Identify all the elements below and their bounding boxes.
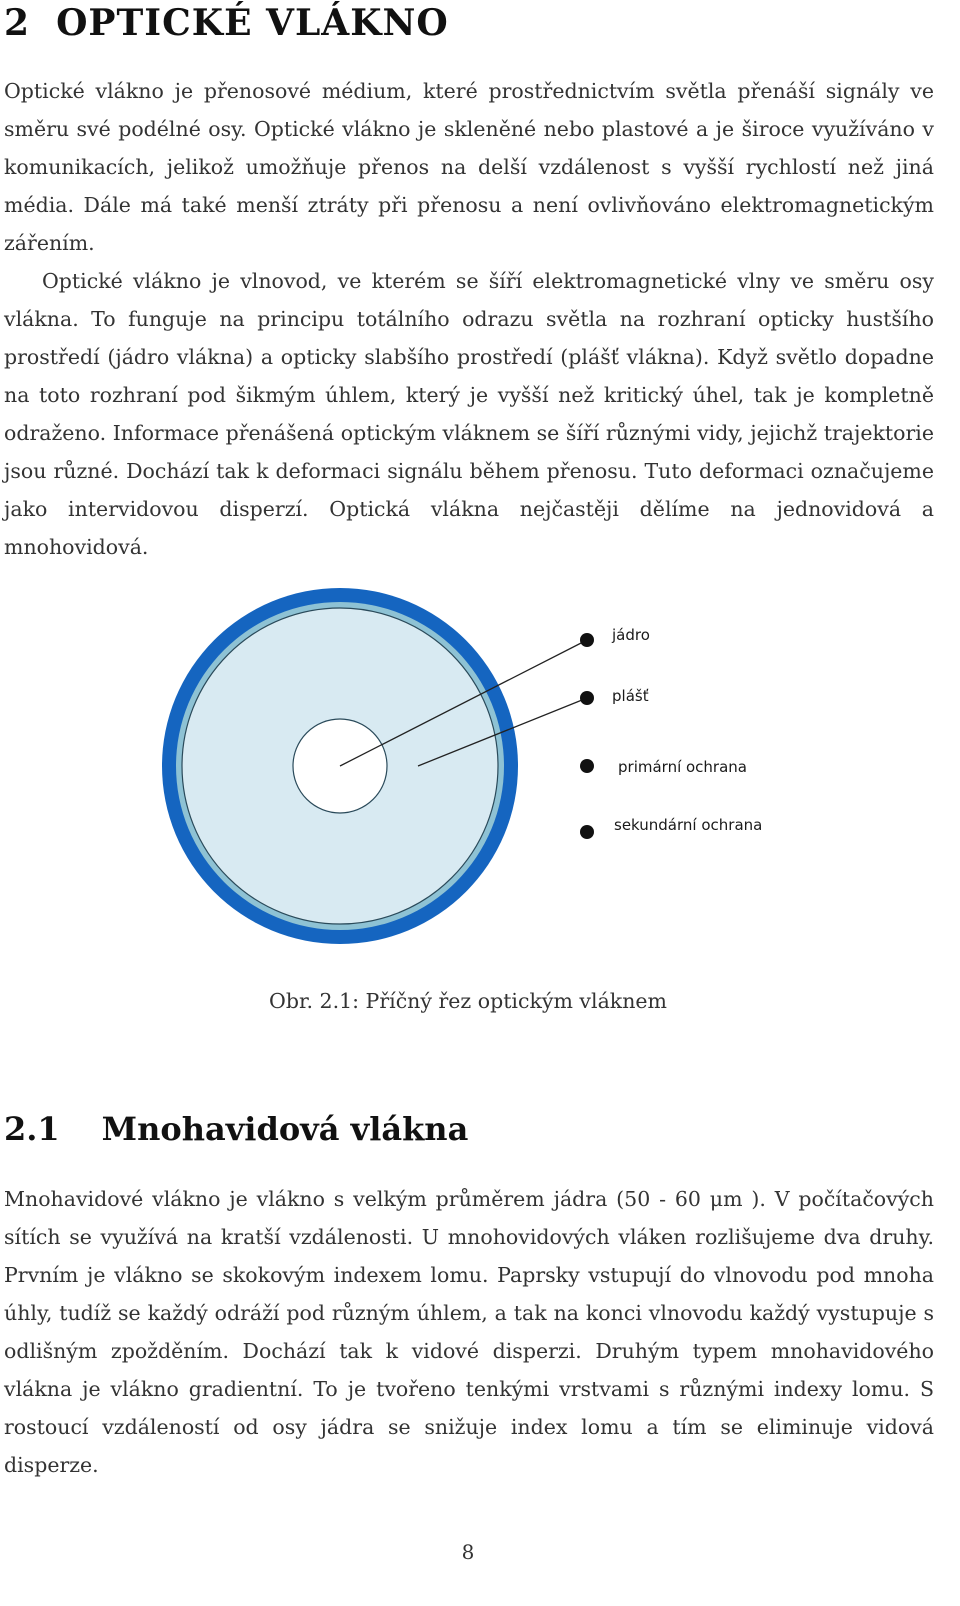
chapter-heading [4, 0, 449, 46]
chapter-title: OPTICKÉ VLÁKNO [56, 2, 449, 44]
section-title: Mnohavidová vlákna [101, 1110, 469, 1148]
secondary-protection-label: sekundární ochrana [614, 816, 763, 834]
fiber-diagram [160, 580, 800, 960]
core-label: jádro [612, 626, 650, 644]
cladding-label: plášť [612, 687, 649, 705]
cladding-label-dot [580, 691, 594, 705]
primary-protection-label: primární ochrana [618, 758, 747, 776]
intro-paragraph: Optické vlákno je přenosové médium, které prostřednictvím světla přenáší signály ve směru své podélné osy. Optické vlákno je skleněné nebo plastové a je široce využíváno v komunikacích, jelikož umožňuje přenos na delší vzdálenost s vyšší rychlostí než jiná média. Dále má také menší ztráty při přenosu a není ovlivňováno elektromagnetickým zářením. [4, 79, 934, 255]
chapter-number: 2 [4, 2, 31, 44]
section-number: 2.1 [4, 1110, 60, 1148]
page-number: 8 [461, 1540, 475, 1564]
multimode-paragraph: Mnohavidové vlákno je vlákno s velkým průměrem jádra (50 - 60 μm ). V počítačových sítích se využívá na kratší vzdálenosti. U mnohovidových vláken rozlišujeme dva druhy. Prvním je vlákno se skokovým indexem lomu. Paprsky vstupují do vlnovodu pod mnoha úhly, tudíž se každý odráží pod různým úhlem, a tak na konci vlnovodu každý vystupuje s odlišným zpožděním. Dochází tak k vidové disperzi. Druhým typem mnohavidového vlákna je vlákno gradientní. To je tvořeno tenkými vrstvami s různými indexy lomu. S rostoucí vzdáleností od osy jádra se snižuje index lomu a tím se eliminuje vidová disperze. [4, 1187, 934, 1477]
section-heading [4, 1106, 468, 1152]
primary-label-dot [580, 759, 594, 773]
fiber-cross-section-figure [160, 580, 800, 960]
secondary-label-dot [580, 825, 594, 839]
figure-caption: Obr. 2.1: Příčný řez optickým vláknem [269, 989, 667, 1013]
core-label-dot [580, 633, 594, 647]
waveguide-paragraph: Optické vlákno je vlnovod, ve kterém se šíří elektromagnetické vlny ve směru osy vlákna. To funguje na principu totálního odrazu světla na rozhraní opticky hustšího prostředí (jádro vlákna) a opticky slabšího prostředí (plášť vlákna). Když světlo dopadne na toto rozhraní pod šikmým úhlem, který je vyšší než kritický úhel, tak je kompletně odraženo. Informace přenášená optickým vláknem se šíří různými vidy, jejichž trajektorie jsou různé. Dochází tak k deformaci signálu během přenosu. Tuto deformaci označujeme jako intervidovou disperzí. Optická vlákna nejčastěji dělíme na jednovidová a mnohovidová. [4, 269, 934, 559]
